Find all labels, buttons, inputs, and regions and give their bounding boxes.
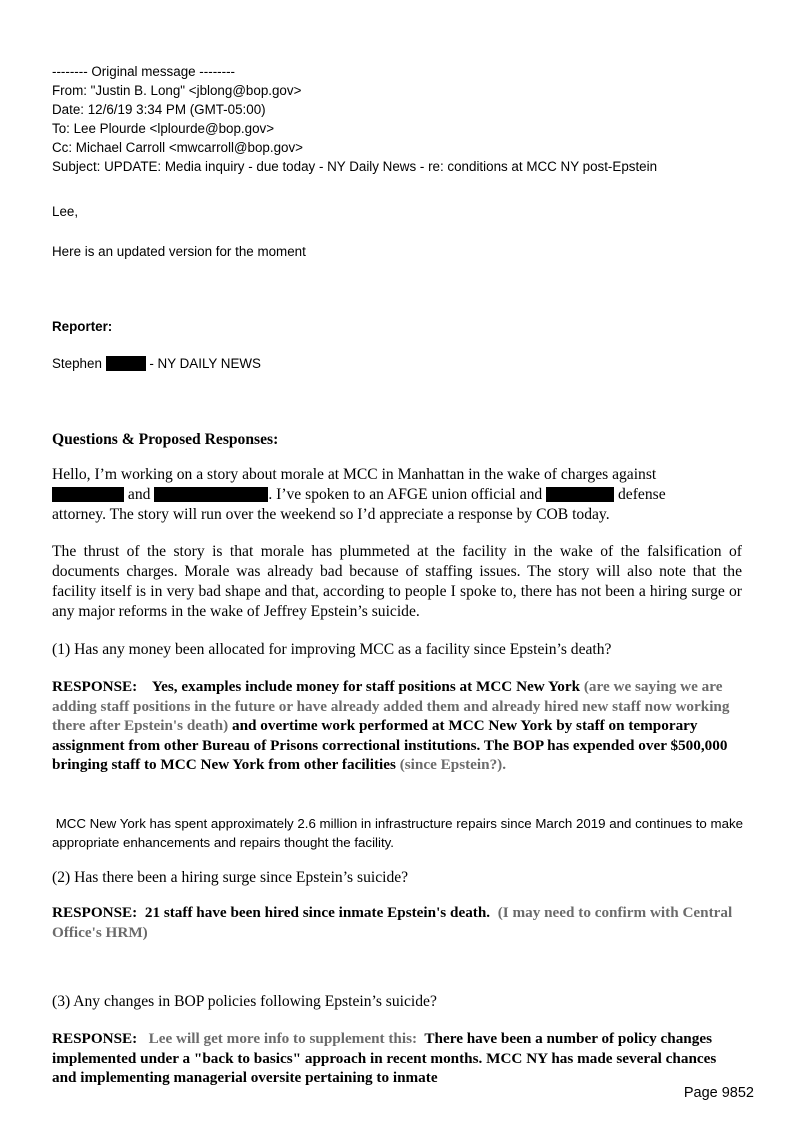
date-line: Date: 12/6/19 3:34 PM (GMT-05:00) — [52, 102, 266, 117]
response-2-label: RESPONSE: — [52, 904, 138, 921]
response-1-label: RESPONSE: — [52, 678, 138, 695]
reporter-label: Reporter: — [52, 319, 113, 334]
inquiry-text-b: . I’ve spoken to an AFGE union official and — [268, 486, 543, 503]
page-number: Page 9852 — [683, 1085, 754, 1101]
question-1: (1) Has any money been allocated for improving MCC as a facility since Epstein’s death? — [52, 641, 612, 658]
inquiry-paragraph-1 — [52, 465, 742, 525]
redaction-box — [154, 487, 268, 502]
inquiry-line-2 — [52, 485, 742, 505]
response-2-note: (I may need to confirm with Central Office's HRM) — [52, 904, 733, 941]
redaction-box — [546, 487, 614, 502]
inquiry-text-c: defense — [618, 486, 666, 503]
subject-line: Subject: UPDATE: Media inquiry - due today - NY Daily News - re: conditions at MCC NY post-Epstein — [52, 159, 658, 174]
reporter-name: Stephen — [52, 356, 102, 371]
inquiry-and: and — [127, 486, 151, 503]
infrastructure-text — [52, 814, 752, 852]
cc-line: Cc: Michael Carroll <mwcarroll@bop.gov> — [52, 140, 303, 155]
redaction-box — [52, 487, 124, 502]
question-3: (3) Any changes in BOP policies following Epstein’s suicide? — [52, 993, 437, 1010]
response-1-note-b: (since Epstein?). — [399, 756, 507, 773]
question-2: (2) Has there been a hiring surge since Epstein’s suicide? — [52, 869, 409, 886]
response-1 — [52, 677, 742, 775]
response-1-text-a: Yes, examples include money for staff positions at MCC New York — [151, 678, 581, 695]
response-3-note: Lee will get more info to supplement this: — [148, 1030, 418, 1047]
response-3-text: There have been a number of policy changes implemented under a "back to basics" approach in recent months. MCC NY has made several chances and implementing managerial oversite pertaining to inmate — [52, 1030, 717, 1085]
inquiry-paragraph-2: The thrust of the story is that morale has plummeted at the facility in the wake of the falsification of documents charges. Morale was already bad because of staffing issues. The story will also note that the facility itself is in very bad shape and that, according to people I spoke to, there has not been a hiring surge or any major reforms in the wake of Jeffrey Epstein’s suicide. — [52, 543, 742, 620]
intro-text: Here is an updated version for the moment — [52, 244, 306, 259]
original-message-line: -------- Original message -------- — [52, 64, 235, 79]
qa-heading: Questions & Proposed Responses: — [52, 431, 279, 448]
response-3 — [52, 1029, 742, 1085]
reporter-outlet: - NY DAILY NEWS — [149, 356, 261, 371]
response-1-note-a: (are we saying we are adding staff positions in the future or have already added them and already hired new staff now working there after Epstein's death) — [52, 678, 730, 734]
response-2-text: 21 staff have been hired since inmate Epstein's death. — [144, 904, 491, 921]
inquiry-line-1: Hello, I’m working on a story about morale at MCC in Manhattan in the wake of charges against — [52, 466, 657, 483]
from-line: From: "Justin B. Long" <jblong@bop.gov> — [52, 83, 302, 98]
infrastructure-text-content: MCC New York has spent approximately 2.6 million in infrastructure repairs since March 2019 and continues to make appropriate enhancements and repairs thought the facility. — [52, 816, 744, 850]
response-3-label: RESPONSE: — [52, 1030, 138, 1047]
redaction-box — [106, 356, 146, 371]
inquiry-line-3: attorney. The story will run over the weekend so I’d appreciate a response by COB today. — [52, 506, 610, 523]
response-1-text-b: and overtime work performed at MCC New York by staff on temporary assignment from other Bureau of Prisons correctional institutions. The BOP has expended over $500,000 bringing staff to MCC New York from other facilities — [52, 717, 728, 773]
reporter-line — [52, 355, 261, 373]
greeting: Lee, — [52, 204, 79, 219]
to-line: To: Lee Plourde <lplourde@bop.gov> — [52, 121, 275, 136]
response-2 — [52, 903, 742, 942]
